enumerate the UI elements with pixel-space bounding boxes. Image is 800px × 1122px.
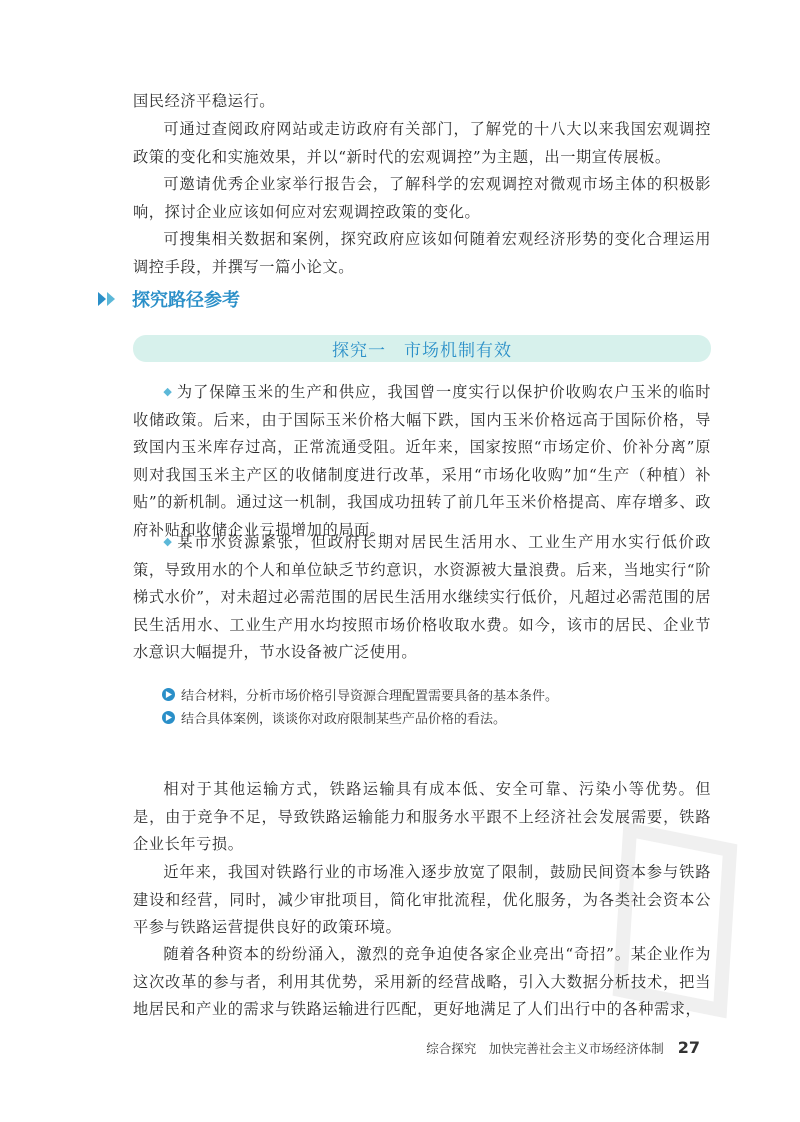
- page-number: 27: [677, 1038, 700, 1057]
- section-heading: [98, 285, 240, 313]
- material-text-2: 某市水资源紧张，但政府长期对居民生活用水、工业生产用水实行低价政策，导致用水的个人和单位缺乏节约意识，水资源被大量浪费。后来，当地实行“阶梯式水价”，对未超过必需范围的居民生活用水继续实行低价，凡超过必需范围的居民生活用水、工业生产用水均按照市场价格收取水费。如今，该市的居民、企业节水意识大幅提升，节水设备被广泛使用。: [133, 533, 712, 661]
- play-circle-icon: [162, 711, 175, 724]
- play-circle-icon: [162, 688, 175, 701]
- rail-paragraph-1: 相对于其他运输方式，铁路运输具有成本低、安全可靠、污染小等优势。但是，由于竞争不足，导致铁路运输能力和服务水平跟不上经济社会发展需要，铁路企业长年亏损。: [133, 780, 711, 853]
- diamond-bullet-icon: ◆: [163, 385, 173, 398]
- question-item-1: [162, 683, 558, 705]
- inquiry-banner-title: 探究一 市场机制有效: [332, 341, 512, 361]
- page-footer: [426, 1038, 700, 1057]
- rail-paragraph-2: 近年来，我国对铁路行业的市场准入逐步放宽了限制，鼓励民间资本参与铁路建设和经营，同时，减少审批项目，简化审批流程，优化服务，为各类社会资本公平参与铁路运营提供良好的政策环境。: [133, 863, 711, 936]
- question-text-1: 结合材料，分析市场价格引导资源合理配置需要具备的基本条件。: [181, 688, 559, 704]
- activity-paragraph-3: 可搜集相关数据和案例，探究政府应该如何随着宏观经济形势的变化合理运用调控手段，并撰写一篇小论文。: [133, 230, 711, 276]
- material-paragraph-1: [133, 378, 711, 544]
- question-item-2: [162, 706, 506, 728]
- material-paragraph-2: [133, 528, 711, 667]
- activity-paragraph-2: 可邀请优秀企业家举行报告会，了解科学的宏观调控对微观市场主体的积极影响，探讨企业应该如何应对宏观调控政策的变化。: [133, 175, 711, 221]
- section-heading-text: 探究路径参考: [132, 290, 240, 311]
- intro-paragraph-end: 国民经济平稳运行。: [133, 92, 276, 110]
- material-text-1: 为了保障玉米的生产和供应，我国曾一度实行以保护价收购农户玉米的临时收储政策。后来，由于国际玉米价格大幅下跌，国内玉米价格远高于国际价格，导致国内玉米库存过高，正常流通受阻。近年来，国家按照“市场定价、价补分离”原则对我国玉米主产区的收储制度进行改革，采用“市场化收购”加“生产（种植）补贴”的新机制。通过这一机制，我国成功扭转了前几年玉米价格提高、库存增多、政府补贴和收储企业亏损增加的局面。: [133, 383, 711, 539]
- activity-paragraph-1: 可通过查阅政府网站或走访政府有关部门，了解党的十八大以来我国宏观调控政策的变化和实施效果，并以“新时代的宏观调控”为主题，出一期宣传展板。: [133, 120, 711, 166]
- footer-title: 综合探究 加快完善社会主义市场经济体制: [426, 1041, 664, 1056]
- double-arrow-icon: [98, 292, 122, 306]
- watermark-graphic: [610, 810, 750, 1030]
- question-text-2: 结合具体案例，谈谈你对政府限制某些产品价格的看法。: [181, 711, 507, 727]
- inquiry-banner: [133, 335, 711, 362]
- diamond-bullet-icon: ◆: [163, 535, 174, 548]
- rail-paragraph-3: 随着各种资本的纷纷涌入，激烈的竞争迫使各家企业亮出“奇招”。某企业作为这次改革的参与者，利用其优势，采用新的经营战略，引入大数据分析技术，把当地居民和产业的需求与铁路运输进行匹配，更好地满足了人们出行中的各种需求，: [133, 945, 711, 1018]
